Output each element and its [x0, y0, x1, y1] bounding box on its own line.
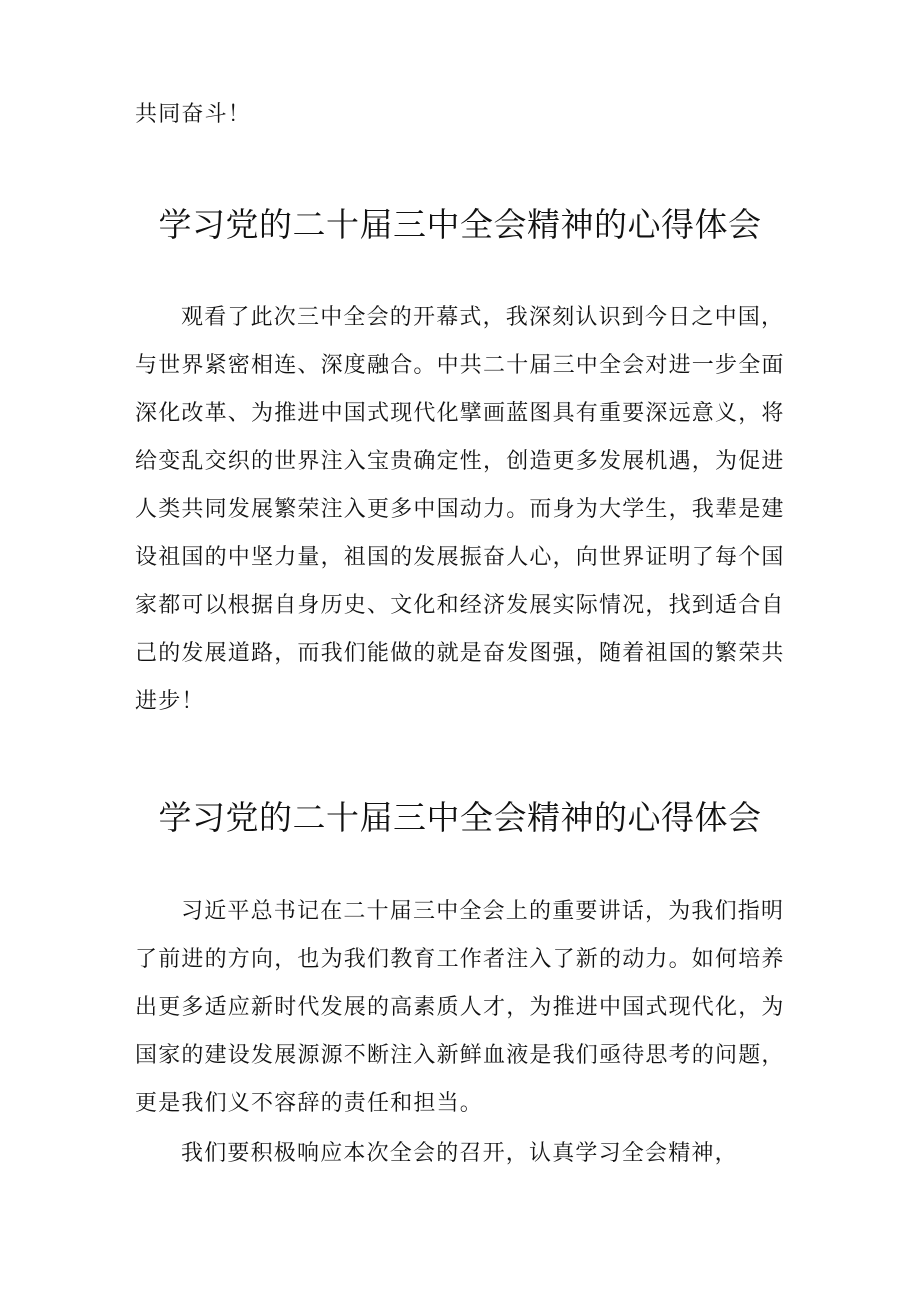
section-1-heading: 学习党的二十届三中全会精神的心得体会 — [158, 205, 762, 244]
paragraph-line: 观看了此次三中全会的开幕式，我深刻认识到今日之中国， — [181, 305, 785, 330]
paragraph-line: 进步！ — [135, 689, 205, 714]
paragraph-line: 国家的建设发展源源不断注入新鲜血液是我们亟待思考的问题， — [135, 1043, 785, 1068]
paragraph-line: 与世界紧密相连、深度融合。中共二十届三中全会对进一步全面 — [135, 353, 785, 378]
paragraph-line: 深化改革、为推进中国式现代化擘画蓝图具有重要深远意义，将 — [135, 401, 785, 426]
paragraph-line: 更是我们义不容辞的责任和担当。 — [135, 1091, 484, 1116]
section-2-heading: 学习党的二十届三中全会精神的心得体会 — [158, 798, 762, 837]
paragraph-line: 家都可以根据自身历史、文化和经济发展实际情况，找到适合自 — [135, 593, 785, 618]
paragraph-line: 给变乱交织的世界注入宝贵确定性，创造更多发展机遇，为促进 — [135, 449, 785, 474]
section-1-paragraph-1 — [135, 294, 785, 726]
paragraph-line: 习近平总书记在二十届三中全会上的重要讲话，为我们指明 — [181, 899, 785, 924]
paragraph-line: 出更多适应新时代发展的高素质人才，为推进中国式现代化，为 — [135, 995, 785, 1020]
section-2-paragraph-2 — [135, 1130, 785, 1178]
paragraph-line: 设祖国的中坚力量，祖国的发展振奋人心，向世界证明了每个国 — [135, 545, 785, 570]
paragraph-line: 了前进的方向，也为我们教育工作者注入了新的动力。如何培养 — [135, 947, 785, 972]
section-2-paragraph-1 — [135, 888, 785, 1128]
fragment-text: 共同奋斗！ — [135, 102, 252, 127]
paragraph-line: 人类共同发展繁荣注入更多中国动力。而身为大学生，我辈是建 — [135, 497, 785, 522]
paragraph-line: 我们要积极响应本次全会的召开，认真学习全会精神， — [181, 1141, 738, 1166]
paragraph-line: 己的发展道路，而我们能做的就是奋发图强，随着祖国的繁荣共 — [135, 641, 785, 666]
